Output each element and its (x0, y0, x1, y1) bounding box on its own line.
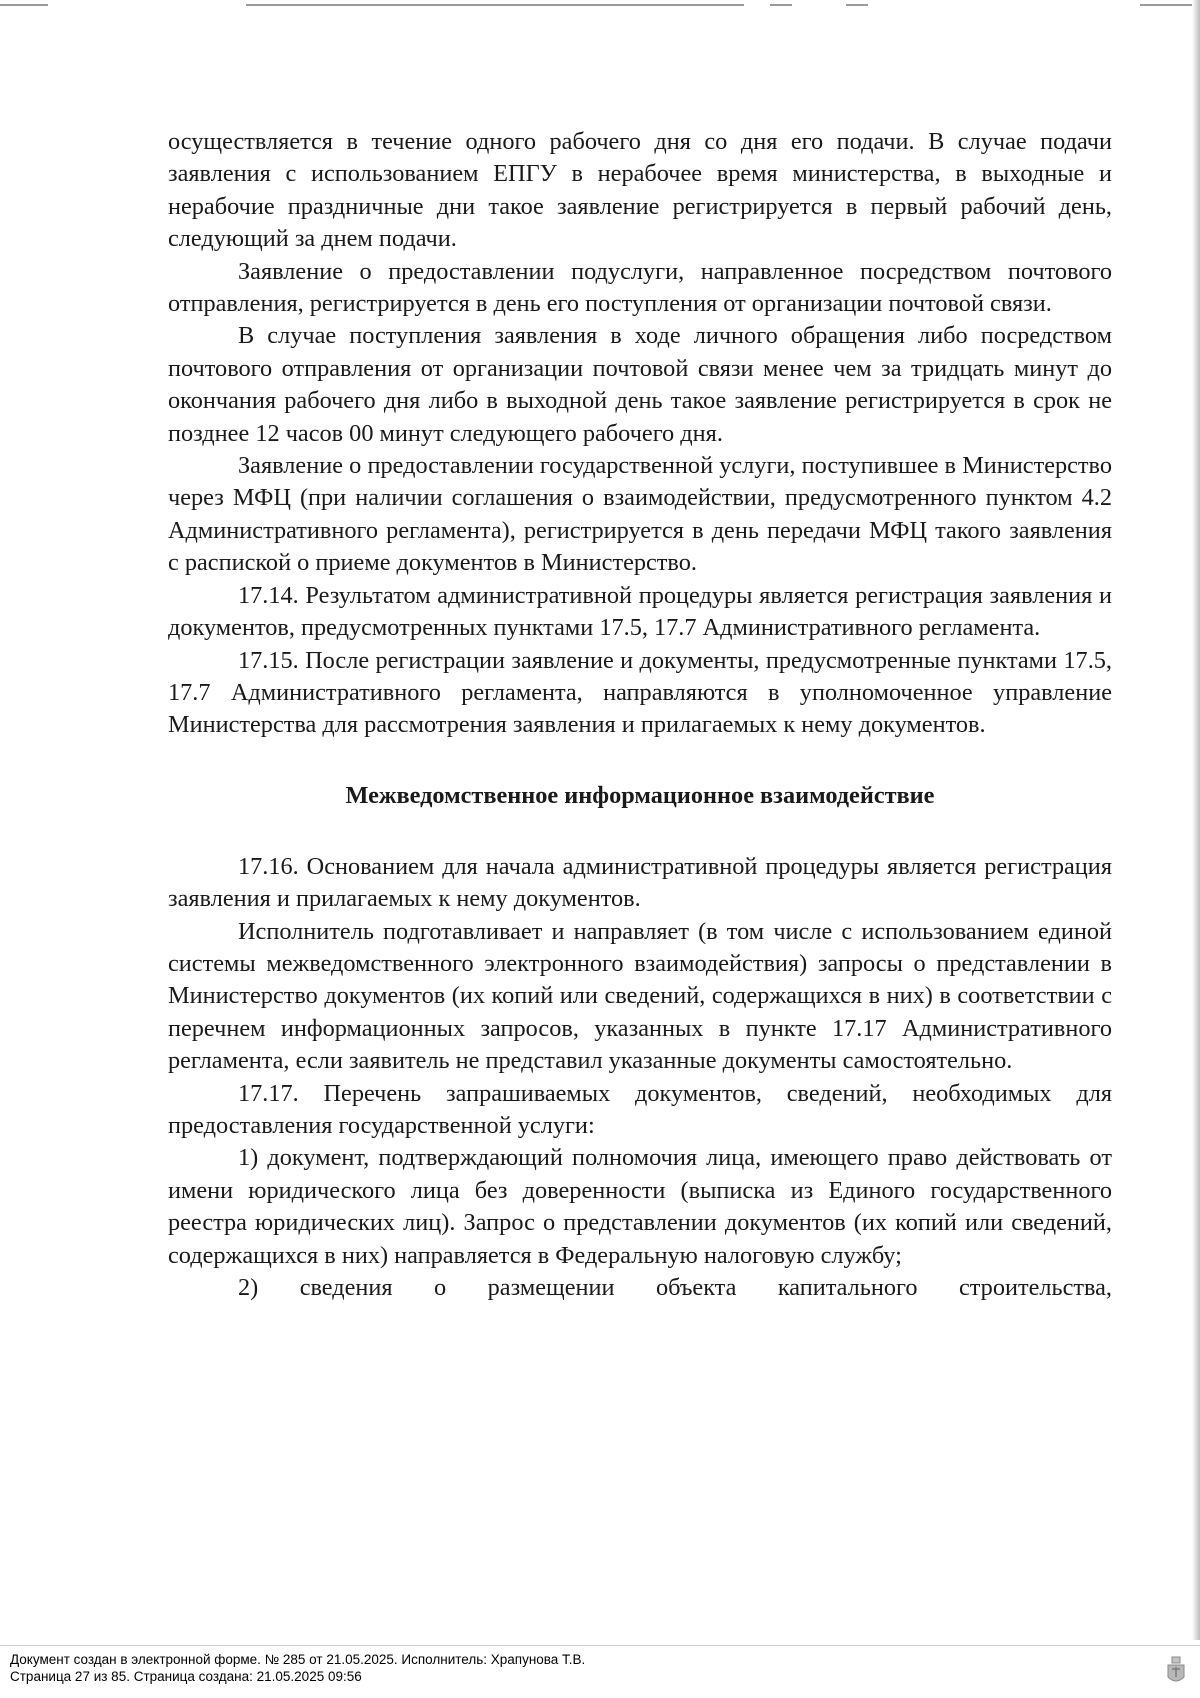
scan-top-line-1 (0, 4, 48, 6)
paragraph: Заявление о предоставлении государственной услуги, поступившее в Министерство через МФЦ (при наличии соглашения о взаимодействии, предусмотренного пунктом 4.2 Административного регламента), регистрируется в день передачи МФЦ такого заявления с распиской о приеме документов в Министерство. (168, 452, 1112, 577)
paragraph: В случае поступления заявления в ходе личного обращения либо посредством почтового отправления от организации почтовой связи менее чем за тридцать минут до окончания рабочего дня либо в выходной день такое заявление регистрируется в срок не позднее 12 часов 00 минут следующего рабочего дня. (168, 322, 1112, 447)
paragraph: Исполнитель подготавливает и направляет (в том числе с использованием единой системы межведомственного электронного взаимодействия) запросы о представлении в Министерство документов (их копий или сведений, содержащихся в них) в соответствии с перечнем информационных запросов, указанных в пункте 17.17 Административного регламента, если заявитель не представил указанные документы самостоятельно. (168, 917, 1112, 1075)
scan-right-edge (1192, 0, 1200, 1640)
paragraph: Заявление о предоставлении подуслуги, направленное посредством почтового отправления, регистрируется в день его поступления от организации почтовой связи. (168, 257, 1112, 318)
scan-top-line-5 (1140, 4, 1200, 6)
paragraph-17-16: 17.16. Основанием для начала административной процедуры является регистрация заявления и прилагаемых к нему документов. (168, 852, 1112, 913)
scan-top-line-2 (246, 4, 744, 6)
scan-top-line-3 (770, 4, 792, 6)
document-footer (10, 1651, 585, 1685)
paragraph-17-17: 17.17. Перечень запрашиваемых документов, сведений, необходимых для предоставления государственной услуги: (168, 1079, 1112, 1139)
section-heading: Межведомственное информационное взаимодействие (345, 781, 935, 809)
list-item-2: 2) сведения о размещении объекта капитального строительства, (238, 1274, 1112, 1301)
footer-divider (0, 1645, 1200, 1646)
footer-line-page-info: Страница 27 из 85. Страница создана: 21.05.2025 09:56 (10, 1669, 362, 1684)
list-item-1: 1) документ, подтверждающий полномочия лица, имеющего право действовать от имени юридического лица без доверенности (выписка из Единого государственного реестра юридических лиц). Запрос о представлении документов (их копий или сведений, содержащихся в них) направляется в Федеральную налоговую службу; (168, 1144, 1112, 1269)
scan-top-line-4 (846, 4, 868, 6)
paragraph-17-14: 17.14. Результатом административной процедуры является регистрация заявления и документов, предусмотренных пунктами 17.5, 17.7 Административного регламента. (168, 581, 1112, 642)
coat-of-arms-icon (1166, 1655, 1186, 1685)
footer-line-document-info: Документ создан в электронной форме. № 285 от 21.05.2025. Исполнитель: Храпунова Т.В. (10, 1652, 586, 1667)
paragraph-continuation: осуществляется в течение одного рабочего дня со дня его подачи. В случае подачи заявления с использованием ЕПГУ в нерабочее время министерства, в выходные и нерабочие праздничные дни такое заявление регистрируется в первый рабочий день, следующий за днем подачи. (168, 128, 1112, 253)
document-body (168, 126, 1112, 1304)
paragraph-17-15: 17.15. После регистрации заявление и документы, предусмотренные пунктами 17.5, 17.7 Административного регламента, направляются в уполномоченное управление Министерства для рассмотрения заявления и прилагаемых к нему документов. (168, 646, 1112, 739)
